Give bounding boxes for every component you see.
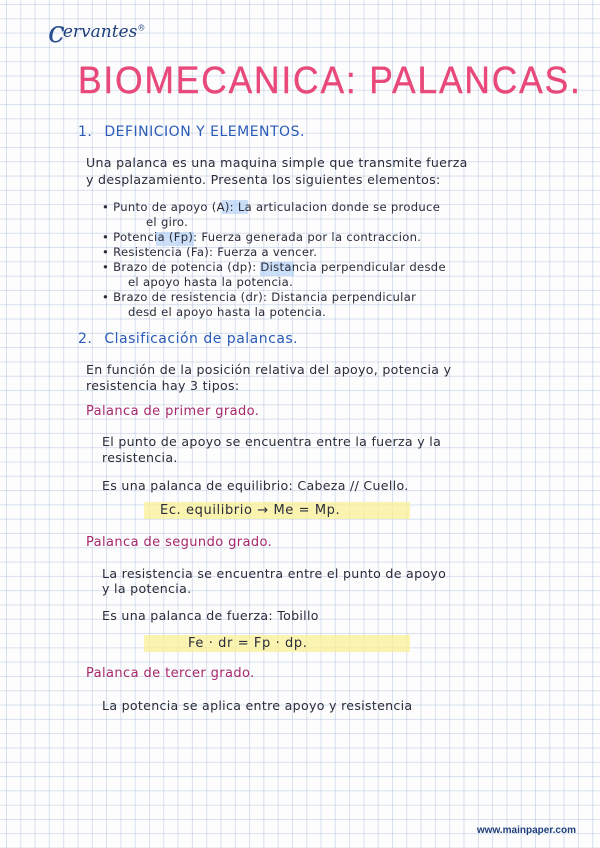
third-grade-heading: Palanca de tercer grado. (86, 666, 255, 681)
element-line-3: • Potencia (Fp): Fuerza generada por la contraccion. (102, 230, 422, 244)
section1-heading (78, 124, 305, 140)
footer-url: www.mainpaper.com (476, 825, 576, 836)
second-grade-line-1: La resistencia se encuentra entre el punto de apoyo (102, 566, 447, 581)
first-grade-example: Es una palanca de equilibrio: Cabeza // Cuello. (102, 478, 409, 493)
logo-initial: c (48, 15, 65, 50)
first-grade-heading: Palanca de primer grado. (86, 404, 260, 419)
element-line-2: el giro. (146, 215, 189, 229)
element-line-7: • Brazo de resistencia (dr): Distancia perpendicular (102, 290, 417, 304)
element-line-8: desd el apoyo hasta la potencia. (128, 305, 327, 319)
section2-title: Clasificación de palancas. (104, 331, 299, 347)
element-line-6: el apoyo hasta la potencia. (128, 275, 294, 289)
page-title: BIOMECANICA: PALANCAS. (78, 60, 582, 102)
section1-title: DEFINICION Y ELEMENTOS. (104, 124, 305, 140)
brand-logo (48, 10, 146, 50)
section2-intro-line-1: En función de la posición relativa del apoyo, potencia y (86, 362, 452, 377)
logo-text: ervantes (62, 22, 138, 42)
first-grade-line-2: resistencia. (102, 450, 178, 465)
element-line-1: • Punto de apoyo (A): La articulacion donde se produce (102, 200, 441, 214)
third-grade-line-1: La potencia se aplica entre apoyo y resistencia (102, 698, 413, 713)
element-line-4: • Resistencia (Fa): Fuerza a vencer. (102, 245, 318, 259)
first-grade-line-1: El punto de apoyo se encuentra entre la fuerza y la (102, 434, 442, 449)
section1-number: 1. (78, 124, 93, 140)
second-grade-example: Es una palanca de fuerza: Tobillo (102, 608, 319, 623)
second-grade-line-2: y la potencia. (102, 581, 192, 596)
first-grade-formula: Ec. equilibrio → Me = Mp. (160, 503, 341, 518)
section2-intro-line-2: resistencia hay 3 tipos: (86, 378, 240, 393)
logo-mark: ® (137, 23, 146, 33)
section2-heading (78, 331, 298, 347)
second-grade-heading: Palanca de segundo grado. (86, 535, 273, 550)
section2-number: 2. (78, 331, 93, 347)
element-line-5: • Brazo de potencia (dp): Distancia perpendicular desde (102, 260, 446, 274)
section1-intro-line-2: y desplazamiento. Presenta los siguientes elementos: (86, 172, 441, 187)
second-grade-formula: Fe · dr = Fp · dp. (188, 636, 308, 651)
section1-intro-line-1: Una palanca es una maquina simple que transmite fuerza (86, 155, 468, 170)
